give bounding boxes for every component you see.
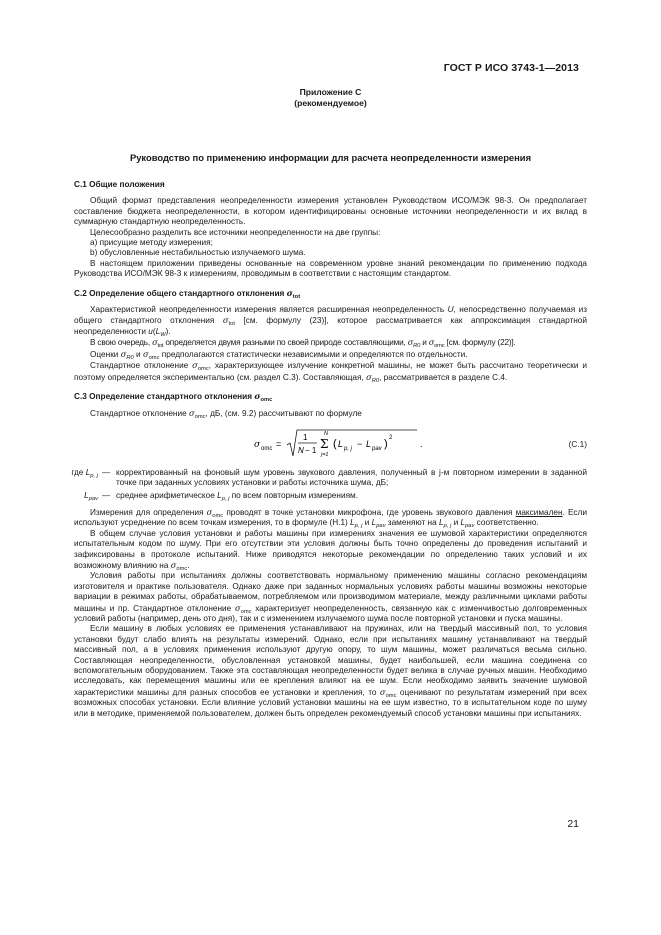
svg-text:N: N — [298, 445, 304, 455]
list-item: a) присущие методу измерения; — [90, 238, 213, 248]
where-list — [0, 468, 587, 501]
svg-text:L: L — [338, 438, 344, 449]
formula-number: (С.1) — [568, 439, 587, 449]
paragraph: Целесообразно разделить все источники неопределенности на две группы: — [90, 227, 381, 237]
paragraph: Стандартное отклонение $\sigma_{omc}$, дБ, (см. 9.2) рассчитывают по формуле — [90, 408, 362, 421]
paragraph: Измерения для определения $\sigma_{omc}$ проводят в точке установки микрофона, где уровень звукового давления максимален. Если используют усреднение по всем точкам измерения, то в формуле (Н.1) $L_{p, j}$ и $L_{pav}$ заменяют на $L_{p, j}$ и $L_{pav}$ соответственно. — [74, 506, 587, 530]
formula-c1 — [74, 426, 587, 464]
formula-graphic — [254, 428, 424, 464]
svg-text:=: = — [276, 438, 282, 449]
page-number: 21 — [567, 818, 579, 830]
paragraph: Оценки $\sigma_{R0}$ и $\sigma_{omc}$ предполагаются статистически независимыми и определяются по отдельности. — [90, 348, 468, 361]
svg-text:− 1: − 1 — [305, 445, 317, 455]
svg-text:N: N — [324, 430, 328, 437]
svg-text:L: L — [366, 438, 372, 449]
svg-text:.: . — [420, 438, 423, 449]
where-desc: среднее арифметическое $L_{p, j}$ по всем повторным измерениям. — [116, 490, 358, 502]
svg-text:Σ: Σ — [320, 436, 329, 451]
svg-text:pav: pav — [372, 445, 382, 452]
list-item: b) обусловленные нестабильностью излучаемого шума. — [90, 248, 306, 258]
document-body — [71, 180, 588, 719]
paragraph: Условия работы при испытаниях должны соответствовать нормальному применению машины согласно рекомендациям изготовителя и практике пользователя. Однако даже при заданных нормальных условиях работы машины возможны некоторые вариации в режимах работы, обрабатываемом, потребляемом или производимом материале, между различными циклами работы машины и пр. Стандартное отклонение $\sigma_{omc}$ характеризует неопределенность, связанную как с изменчивостью долговременных условий работы (например, день ото дня), так и с изменением излучаемого шума после повторной установки и пуска машины. — [74, 571, 587, 623]
svg-text:2: 2 — [389, 434, 393, 441]
annex-status: (рекомендуемое) — [294, 98, 367, 108]
svg-text:1: 1 — [303, 432, 308, 442]
paragraph: Общий формат представления неопределенности измерения установлен Руководством ИСО/МЭК 98-3. Он предполагает составление бюджета неопределенности, в котором идентифицированы основные источники неопределенности и их вклад в суммарную стандартную неопределенность. — [74, 196, 587, 227]
svg-text:σ: σ — [254, 439, 261, 450]
annex-heading — [0, 87, 661, 109]
svg-text:j=1: j=1 — [321, 451, 329, 458]
svg-text:(: ( — [333, 437, 337, 450]
where-row: $L_{pav}$ — среднее арифметическое $L_{p, j}$ по всем повторным измерениям. — [44, 491, 587, 501]
paragraph: В настоящем приложении приведены основанные на современном уровне знаний рекомендации по применению подхода Руководства ИСО/МЭК 98-3 к измерениям, проводимым в соответствии с настоящим стандартом. — [74, 258, 587, 279]
section-c3-heading: С.3 Определение стандартного отклонения $\sigma_{omc}$ — [74, 390, 273, 403]
paragraph: Если машину в любых условиях ее применения устанавливают на пружинах, или на твердый массивный пол, то условия установки будут слабо влиять на результаты измерений. Однако, если при испытаниях машину устанавливают на твердый массивный пол, а в условиях применения используют другую опору, то шум машины, может различаться весьма сильно. Составляющая неопределенности, обусловленная установкой машины, будет наибольшей, если машина соединена со вспомогательным оборудованием. Также эта составляющая неопределенности будет велика в случае ручных машин. Необходимо исследовать, как перемещения машины или ее крепления влияют на ее шум. Если необходимо заявить значение шумовой характеристики машины для разных способов ее установки и крепления, то $\sigma_{omc}$ оценивают по результатам измерений при всех возможных способах установки. Если влияние условий установки машины на ее шум известно, то в испытательном коде по шуму или в методике, применяемой пользователем, должен быть определен рекомендуемый способ установки машины при испытаниях. — [74, 624, 588, 718]
svg-text:omc: omc — [261, 445, 273, 452]
paragraph: Стандартное отклонение $\sigma_{omc}$, характеризующее излучение конкретной машины, не может быть рассчитано теоретически и поэтому определяется экспериментально (см. раздел С.3). Составляющая, $\sigma_{R0}$, рассматривается в разделе С.4. — [74, 360, 587, 384]
where-desc: корректированный на фоновый шум уровень звукового давления, полученный в j-м повторном измерении в заданной точке при заданных условиях установки и работы источника шума, дБ; — [116, 467, 587, 488]
svg-text:): ) — [384, 437, 388, 450]
section-c2-heading: С.2 Определение общего стандартного отклонения $\sigma_{tot}$ — [74, 287, 301, 300]
paragraph: В общем случае условия установки и работы машины при измерениях значения ее шумовой характеристики определяются испытательным кодом по шуму. При его отсутствии эти условия должны быть точно определены до проведения испытаний и зафиксированы в протоколе испытаний. Ниже приводятся некоторые рекомендации по определению таких условий и их возможному влиянию на $\sigma_{omc}$. — [74, 528, 587, 572]
where-row: где $L_{p, j}$ — корректированный на фоновый шум уровень звукового давления, полученный в j-м повторном измерении в заданной точке при заданных условиях установки и работы источника шума, дБ; — [71, 467, 587, 488]
svg-text:−: − — [357, 438, 363, 449]
paragraph: Характеристикой неопределенности измерения является расширенная неопределенность U, непосредственно получаемая из общего стандартного отклонения $\sigma_{tot}$ [см. формулу (23)], которое рассматривается как аппроксимация стандартной неопределенности $u(L_W)$. — [74, 305, 588, 338]
document-id: ГОСТ Р ИСО 3743-1—2013 — [443, 62, 579, 74]
annex-title: Приложение С — [299, 87, 362, 97]
paragraph: В свою очередь, $\sigma_{tot}$ определяется двумя разными по своей природе составляющими, $\sigma_{R0}$ и $\sigma_{omc}$ [см. формулу (22)]. — [90, 337, 516, 350]
section-c1-heading: С.1 Общие положения — [74, 180, 165, 189]
svg-text:p, j: p, j — [344, 445, 353, 452]
annex-main-title: Руководство по применению информации для расчета неопределенности измерения — [129, 152, 532, 163]
